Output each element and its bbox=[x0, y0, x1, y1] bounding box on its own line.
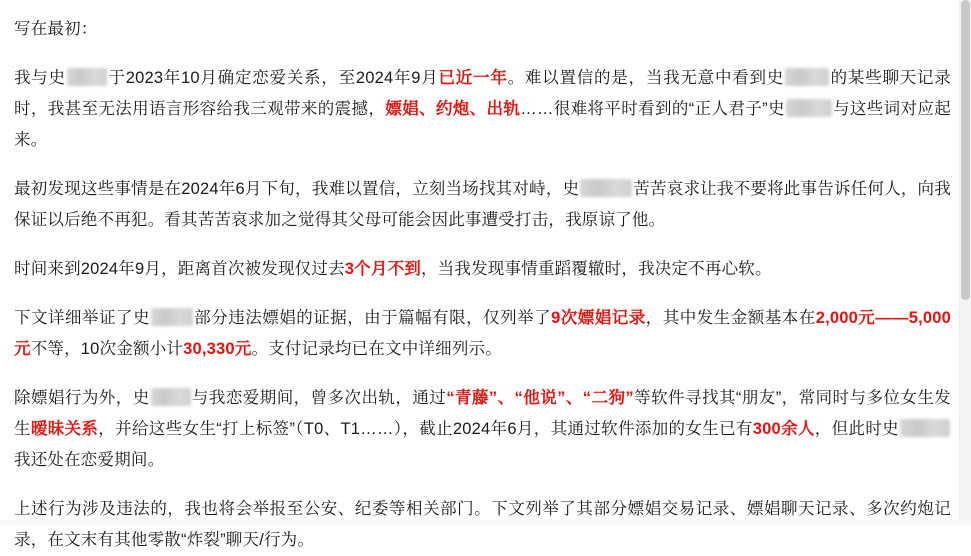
body-text: 等软件寻找其“朋友”，常同时与多位女生发生 bbox=[14, 389, 951, 438]
highlighted-text: 已近一年 bbox=[438, 69, 508, 87]
highlighted-text: 暧昧关系 bbox=[30, 420, 99, 438]
body-text: ，但此时史 bbox=[814, 420, 900, 438]
document-body bbox=[14, 14, 951, 556]
body-text: 于2023年10月确定恋爱关系，至2024年9月 bbox=[107, 69, 439, 87]
highlighted-text: “青藤”、“他说”、“二狗” bbox=[446, 389, 634, 407]
highlighted-text: 300余人 bbox=[752, 420, 815, 438]
para-5 bbox=[14, 383, 951, 476]
redacted-name bbox=[785, 68, 829, 86]
highlighted-text: 30,330元 bbox=[183, 340, 252, 358]
intro-heading bbox=[14, 14, 951, 45]
body-text: 我还处在恋爱期间。 bbox=[14, 451, 165, 469]
body-text: ，并给这些女生“打上标签”（T0、T1……），截止2024年6月，其通过软件添加的女生已有 bbox=[98, 420, 753, 438]
redacted-name bbox=[151, 388, 191, 406]
redacted-name bbox=[580, 179, 632, 197]
body-text: 与这些词对应起来。 bbox=[14, 100, 952, 149]
body-text: 下文详细举证了史 bbox=[14, 309, 150, 327]
body-text: 。难以置信的是，当我无意中看到史 bbox=[507, 69, 785, 87]
highlighted-text: 3个月不到 bbox=[344, 260, 421, 278]
para-4 bbox=[14, 303, 951, 365]
body-text: 除嫖娼行为外，史 bbox=[14, 389, 150, 407]
body-text: 。支付记录均已在文中详细列示。 bbox=[251, 340, 502, 358]
body-text: 我与史 bbox=[14, 69, 66, 87]
body-text: 部分违法嫖娼的证据，由于篇幅有限，仅列举了 bbox=[193, 309, 552, 327]
body-text: 最初发现这些事情是在2024年6月下旬，我难以置信，立刻当场找其对峙，史 bbox=[14, 180, 580, 198]
body-text: 与我恋爱期间，曾多次出轨，通过 bbox=[191, 389, 447, 407]
scrollbar-thumb[interactable] bbox=[961, 0, 970, 300]
body-text: 写在最初： bbox=[14, 20, 98, 38]
body-text: 时间来到2024年9月，距离首次被发现仅过去 bbox=[14, 260, 345, 278]
highlighted-text: 9次嫖娼记录 bbox=[551, 309, 646, 327]
redacted-name bbox=[786, 99, 832, 117]
body-text: ，其中发生金额基本在 bbox=[645, 309, 816, 327]
body-text: 不等，10次金额小计 bbox=[30, 340, 184, 358]
vertical-scrollbar[interactable] bbox=[959, 0, 971, 526]
highlighted-text: 嫖娼、约炮、出轨 bbox=[385, 100, 521, 118]
para-3 bbox=[14, 254, 951, 285]
redacted-name bbox=[151, 308, 193, 326]
highlighted-text: 2,000元——5,000元 bbox=[14, 309, 951, 358]
body-text: ，当我发现事情重蹈覆辙时，我决定不再心软。 bbox=[420, 260, 772, 278]
redacted-name bbox=[67, 68, 107, 86]
page-bottom-edge bbox=[0, 520, 971, 526]
para-1 bbox=[14, 63, 951, 156]
body-text: 的某些聊天记录时，我甚至无法用语言形容给我三观带来的震撼， bbox=[14, 69, 952, 118]
body-text: 上述行为涉及违法的，我也将会举报至公安、纪委等相关部门。下文列举了其部分嫖娼交易记录、嫖娼聊天记录、多次约炮记录，在文末有其他零散“炸裂”聊天/行为。 bbox=[14, 500, 951, 549]
para-2 bbox=[14, 174, 951, 236]
body-text: ……很难将平时看到的“正人君子”史 bbox=[520, 100, 785, 118]
redacted-name bbox=[900, 419, 950, 437]
body-text: 苦苦哀求让我不要将此事告诉任何人，向我保证以后绝不再犯。看其苦苦哀求加之觉得其父母可能会因此事遭受打击，我原谅了他。 bbox=[14, 180, 951, 229]
